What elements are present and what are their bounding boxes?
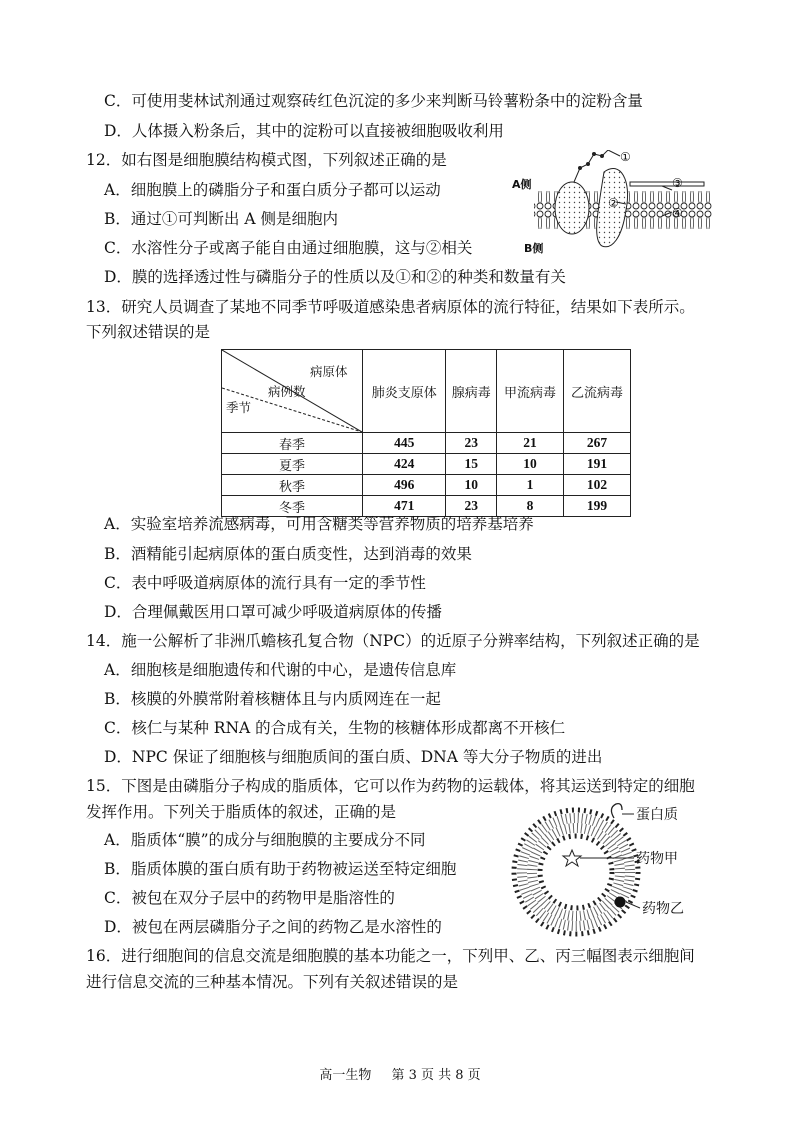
q13-option-b: B．酒精能引起病原体的蛋白质变性，达到消毒的效果 — [104, 545, 472, 563]
value-cell: 8 — [496, 496, 563, 517]
value-cell: 191 — [563, 454, 630, 475]
q13-option-d: D．合理佩戴医用口罩可减少呼吸道病原体的传播 — [104, 603, 442, 621]
season-cell: 夏季 — [222, 454, 363, 475]
table-row — [222, 433, 631, 454]
table-row — [222, 475, 631, 496]
value-cell: 102 — [563, 475, 630, 496]
q13-option-c: C．表中呼吸道病原体的流行具有一定的季节性 — [104, 574, 426, 592]
q16-stem-line1: 16．进行细胞间的信息交流是细胞膜的基本功能之一，下列甲、乙、丙三幅图表示细胞间 — [86, 947, 695, 965]
q14-option-a: A．细胞核是细胞遗传和代谢的中心，是遗传信息库 — [104, 661, 457, 679]
value-cell: 199 — [563, 496, 630, 517]
marker-2: ② — [608, 196, 619, 210]
col-header: 肺炎支原体 — [363, 350, 446, 433]
q12-option-a: A．细胞膜上的磷脂分子和蛋白质分子都可以运动 — [104, 181, 441, 199]
q13-stem-line2: 下列叙述错误的是 — [86, 323, 211, 341]
q13-option-a: A．实验室培养流感病毒，可用含糖类等营养物质的培养基培养 — [104, 515, 534, 533]
q15-stem-line1: 15．下图是由磷脂分子构成的脂质体，它可以作为药物的运载体，将其运送到特定的细胞 — [86, 777, 695, 795]
q14-stem: 14．施一公解析了非洲爪蟾核孔复合物（NPC）的近原子分辨率结构，下列叙述正确的是 — [86, 632, 700, 650]
corner-season: 季节 — [226, 400, 252, 415]
q12-option-b: B．通过①可判断出 A 侧是细胞内 — [104, 210, 338, 228]
q16-stem-line2: 进行信息交流的三种基本情况。下列有关叙述错误的是 — [86, 973, 459, 991]
drug-b-label: 药物乙 — [642, 901, 684, 917]
q11-option-d: D．人体摄入粉条后，其中的淀粉可以直接被细胞吸收利用 — [104, 122, 504, 140]
q13-stem-line1: 13．研究人员调查了某地不同季节呼吸道感染患者病原体的流行特征，结果如下表所示。 — [86, 298, 695, 316]
q15-option-a: A．脂质体“膜”的成分与细胞膜的主要成分不同 — [104, 831, 426, 849]
q14-option-c: C．核仁与某种 RNA 的合成有关，生物的核糖体形成都离不开核仁 — [104, 719, 566, 737]
drug-a-label: 药物甲 — [636, 851, 678, 867]
q12-stem: 12．如右图是细胞膜结构模式图，下列叙述正确的是 — [86, 151, 447, 169]
value-cell: 23 — [446, 496, 497, 517]
season-cell: 春季 — [222, 433, 363, 454]
q15-option-c: C．被包在双分子层中的药物甲是脂溶性的 — [104, 889, 395, 907]
q15-option-d: D．被包在两层磷脂分子之间的药物乙是水溶性的 — [104, 918, 442, 936]
value-cell: 445 — [363, 433, 446, 454]
value-cell: 496 — [363, 475, 446, 496]
value-cell: 1 — [496, 475, 563, 496]
value-cell: 10 — [446, 475, 497, 496]
season-cell: 秋季 — [222, 475, 363, 496]
cell-membrane-figure — [512, 150, 717, 260]
value-cell: 23 — [446, 433, 497, 454]
footer-page-number: 第 3 页 共 8 页 — [391, 1068, 481, 1083]
footer-subject: 高一生物 — [319, 1068, 372, 1083]
table-row — [222, 454, 631, 475]
value-cell: 10 — [496, 454, 563, 475]
value-cell: 267 — [563, 433, 630, 454]
marker-3: ③ — [672, 176, 683, 190]
col-header: 乙流病毒 — [563, 350, 630, 433]
side-a-label: A侧 — [512, 178, 532, 191]
q15-option-b: B．脂质体膜的蛋白质有助于药物被运送至特定细胞 — [104, 860, 457, 878]
value-cell: 424 — [363, 454, 446, 475]
q14-option-d: D．NPC 保证了细胞核与细胞质间的蛋白质、DNA 等大分子物质的进出 — [104, 748, 603, 766]
value-cell: 15 — [446, 454, 497, 475]
value-cell: 21 — [496, 433, 563, 454]
season-cell: 冬季 — [222, 496, 363, 517]
liposome-figure — [510, 800, 725, 950]
pathogen-table — [221, 349, 631, 517]
corner-cases: 病例数 — [268, 384, 306, 399]
q12-option-c: C．水溶性分子或离子能自由通过细胞膜，这与②相关 — [104, 239, 473, 257]
q15-stem-line2: 发挥作用。下列关于脂质体的叙述，正确的是 — [86, 803, 397, 821]
side-b-label: B侧 — [524, 242, 544, 255]
col-header: 甲流病毒 — [496, 350, 563, 433]
col-header: 腺病毒 — [446, 350, 497, 433]
marker-1: ① — [620, 150, 631, 164]
q14-option-b: B．核膜的外膜常附着核糖体且与内质网连在一起 — [104, 690, 441, 708]
q12-option-d: D．膜的选择透过性与磷脂分子的性质以及①和②的种类和数量有关 — [104, 268, 566, 286]
protein-label: 蛋白质 — [636, 807, 678, 823]
marker-4: ④ — [672, 206, 683, 220]
corner-pathogen: 病原体 — [310, 364, 348, 379]
value-cell: 471 — [363, 496, 446, 517]
table-corner-header — [222, 350, 363, 433]
q11-option-c: C．可使用斐林试剂通过观察砖红色沉淀的多少来判断马铃薯粉条中的淀粉含量 — [104, 92, 643, 110]
page-footer — [0, 1064, 800, 1083]
